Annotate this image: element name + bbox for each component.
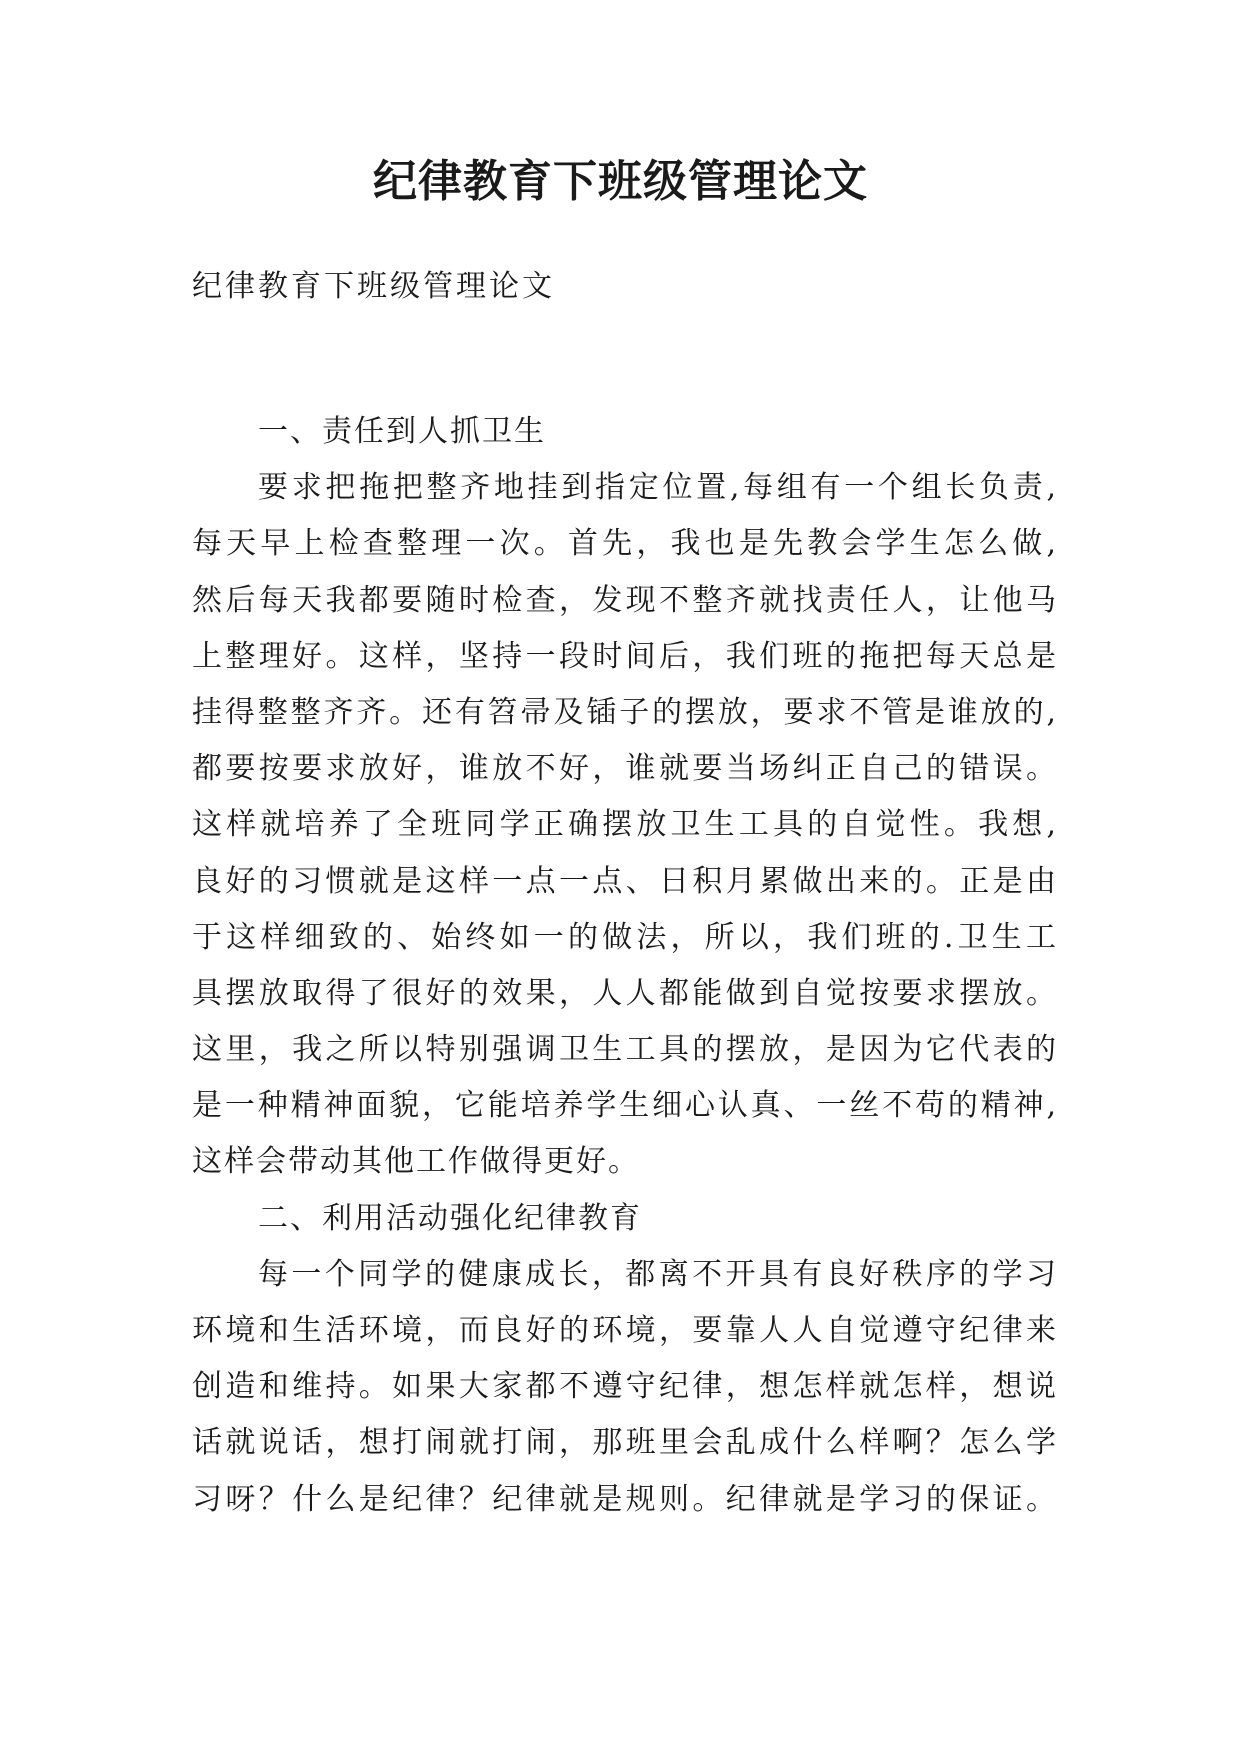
text-line: 环境和生活环境，而良好的环境，要靠人人自觉遵守纪律来 [192, 1313, 1058, 1348]
document-subtitle: 纪律教育下班级管理论文 [192, 269, 555, 304]
text-line: 一、责任到人抓卫生 [258, 414, 546, 449]
text-line: 都要按要求放好，谁放不好，谁就要当场纠正自己的错误。 [192, 751, 1058, 787]
text-line: 话就说话，想打闹就打闹，那班里会乱成什么样啊？怎么学 [192, 1425, 1058, 1461]
text-line: 挂得整整齐齐。还有笤帚及锸子的摆放，要求不管是谁放的, [192, 694, 1058, 730]
text-line: 每一个同学的健康成长，都离不开具有良好秩序的学习 [258, 1256, 1058, 1292]
text-line: 二、利用活动强化纪律教育 [258, 1200, 642, 1236]
document-body [192, 404, 1058, 1528]
text-line: 习呀？什么是纪律？纪律就是规则。纪律就是学习的保证。 [192, 1481, 1058, 1517]
text-line: 这样会带动其他工作做得更好。 [192, 1144, 640, 1180]
document-title: 纪律教育下班级管理论文 [373, 156, 868, 207]
text-line: 每天早上检查整理一次。首先，我也是先教会学生怎么做, [192, 526, 1058, 562]
text-line: 于这样细致的、始终如一的做法，所以，我们班的.卫生工 [192, 919, 1058, 955]
text-line: 然后每天我都要随时检查，发现不整齐就找责任人，让他马 [192, 582, 1058, 618]
text-line: 具摆放取得了很好的效果，人人都能做到自觉按要求摆放。 [192, 975, 1058, 1011]
text-line: 创造和维持。如果大家都不遵守纪律，想怎样就怎样，想说 [192, 1369, 1058, 1405]
text-line: 良好的习惯就是这样一点一点、日积月累做出来的。正是由 [192, 863, 1058, 899]
text-line: 要求把拖把整齐地挂到指定位置,每组有一个组长负责, [258, 470, 1058, 506]
text-line: 上整理好。这样，坚持一段时间后，我们班的拖把每天总是 [192, 638, 1058, 674]
text-line: 这里，我之所以特别强调卫生工具的摆放，是因为它代表的 [192, 1032, 1058, 1068]
text-line: 这样就培养了全班同学正确摆放卫生工具的自觉性。我想, [192, 807, 1058, 843]
text-line: 是一种精神面貌，它能培养学生细心认真、一丝不苟的精神, [192, 1088, 1058, 1124]
